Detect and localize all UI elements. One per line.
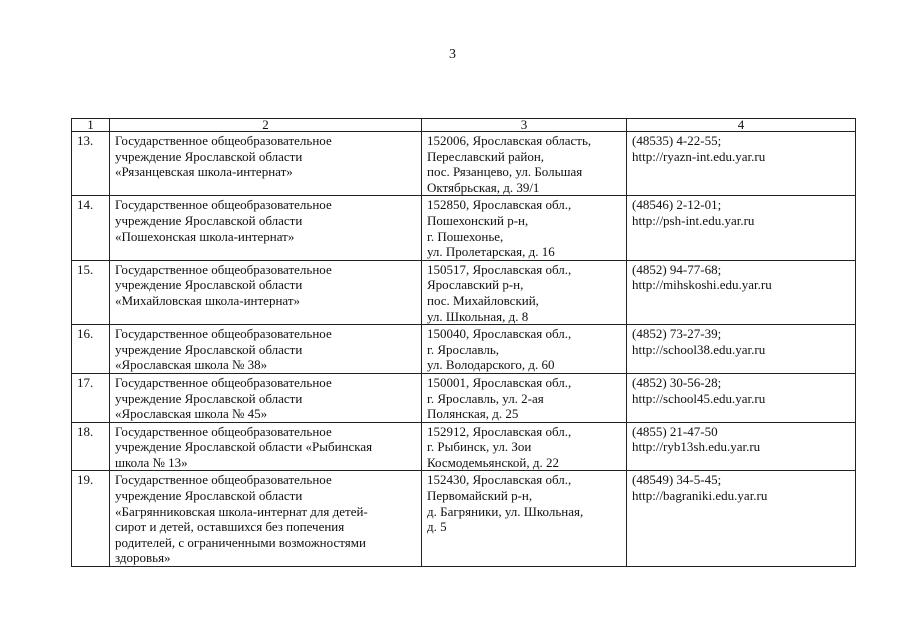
row-number: 14. [72, 196, 110, 260]
row-number: 13. [72, 132, 110, 196]
column-header-address: 3 [422, 119, 627, 132]
institution-address: 152006, Ярославская область, Переславский район, пос. Рязанцево, ул. Большая Октябрьская, д. 39/1 [422, 132, 627, 196]
institution-name: Государственное общеобразовательное учреждение Ярославской области «Ярославская школа № 45» [110, 373, 422, 422]
institution-name: Государственное общеобразовательное учреждение Ярославской области «Пошехонская школа-интернат» [110, 196, 422, 260]
institution-address: 152850, Ярославская обл., Пошехонский р-н, г. Пошехонье, ул. Пролетарская, д. 16 [422, 196, 627, 260]
table-row [72, 471, 856, 567]
institution-contacts: (4852) 73-27-39; http://school38.edu.yar.ru [627, 325, 856, 374]
institution-address: 152430, Ярославская обл., Первомайский р-н, д. Багряники, ул. Школьная, д. 5 [422, 471, 627, 567]
institution-name: Государственное общеобразовательное учреждение Ярославской области «Михайловская школа-интернат» [110, 260, 422, 324]
institution-name: Государственное общеобразовательное учреждение Ярославской области «Рыбинская школа № 13» [110, 422, 422, 471]
institution-address: 152912, Ярославская обл., г. Рыбинск, ул. Зои Космодемьянской, д. 22 [422, 422, 627, 471]
row-number: 17. [72, 373, 110, 422]
institution-contacts: (4855) 21-47-50 http://ryb13sh.edu.yar.ru [627, 422, 856, 471]
institution-name: Государственное общеобразовательное учреждение Ярославской области «Багрянниковская школа-интернат для детей- сирот и детей, оставшихся без попечения родителей, с ограниченными возможностями здоровья» [110, 471, 422, 567]
institution-contacts: (4852) 94-77-68; http://mihskoshi.edu.yar.ru [627, 260, 856, 324]
institution-address: 150517, Ярославская обл., Ярославский р-н, пос. Михайловский, ул. Школьная, д. 8 [422, 260, 627, 324]
institution-address: 150040, Ярославская обл., г. Ярославль, ул. Володарского, д. 60 [422, 325, 627, 374]
row-number: 19. [72, 471, 110, 567]
table-row [72, 196, 856, 260]
row-number: 15. [72, 260, 110, 324]
page-number: 3 [449, 47, 456, 62]
table-row [72, 132, 856, 196]
institution-contacts: (4852) 30-56-28; http://school45.edu.yar.ru [627, 373, 856, 422]
institution-name: Государственное общеобразовательное учреждение Ярославской области «Ярославская школа № 38» [110, 325, 422, 374]
column-header-number: 1 [72, 119, 110, 132]
institution-contacts: (48549) 34-5-45; http://bagraniki.edu.yar.ru [627, 471, 856, 567]
table-row [72, 373, 856, 422]
column-header-name: 2 [110, 119, 422, 132]
row-number: 16. [72, 325, 110, 374]
institution-contacts: (48546) 2-12-01; http://psh-int.edu.yar.ru [627, 196, 856, 260]
table-row [72, 422, 856, 471]
table-row [72, 325, 856, 374]
institution-name: Государственное общеобразовательное учреждение Ярославской области «Рязанцевская школа-интернат» [110, 132, 422, 196]
table-row [72, 260, 856, 324]
schools-table [71, 118, 856, 567]
institution-contacts: (48535) 4-22-55; http://ryazn-int.edu.yar.ru [627, 132, 856, 196]
column-header-contacts: 4 [627, 119, 856, 132]
header-row [72, 119, 856, 132]
row-number: 18. [72, 422, 110, 471]
institution-address: 150001, Ярославская обл., г. Ярославль, ул. 2-ая Полянская, д. 25 [422, 373, 627, 422]
